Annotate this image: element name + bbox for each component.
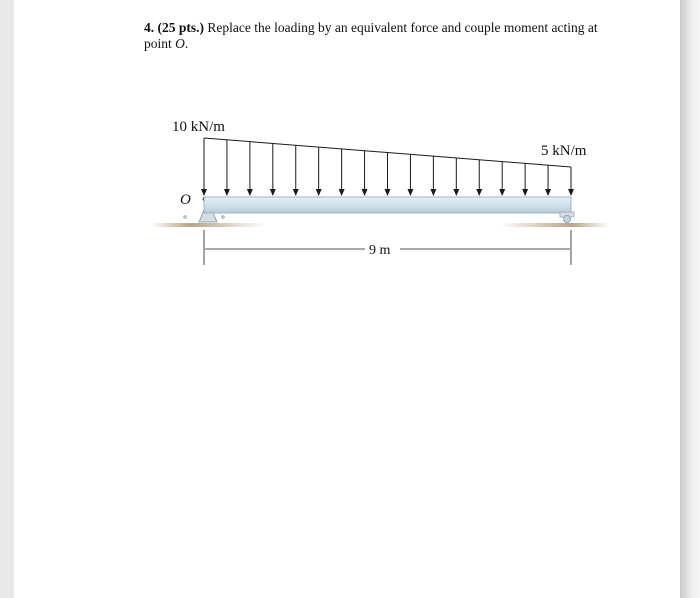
problem-text: Replace the loading by an equivalent force and couple moment acting at point — [144, 20, 598, 51]
ground-left — [150, 223, 265, 227]
roller-icon — [563, 215, 570, 222]
load-arrow-head — [407, 189, 413, 196]
load-arrow-head — [293, 189, 299, 196]
load-arrow-head — [545, 189, 551, 196]
problem-number: 4. — [144, 20, 155, 35]
load-arrow-head — [224, 189, 230, 196]
load-arrow-head — [385, 189, 391, 196]
load-arrow-head — [362, 189, 368, 196]
ground-right — [500, 223, 610, 227]
support-bolt-icon — [221, 215, 225, 219]
load-arrow-head — [247, 189, 253, 196]
load-arrow-head — [499, 189, 505, 196]
problem-point-name: O — [175, 36, 185, 51]
point-o-label: O — [180, 192, 191, 208]
load-arrow-head — [201, 189, 207, 196]
problem-points: (25 pts.) — [157, 20, 204, 35]
distributed-load-arrows — [201, 138, 574, 196]
load-right-label: 5 kN/m — [541, 143, 587, 159]
problem-end: . — [184, 36, 189, 51]
load-arrow-head — [476, 189, 482, 196]
load-arrow-head — [339, 189, 345, 196]
load-left-label: 10 kN/m — [172, 119, 225, 135]
load-arrow-head — [522, 189, 528, 196]
span-label: 9 m — [369, 243, 391, 258]
load-arrow-head — [453, 189, 459, 196]
load-arrow-head — [430, 189, 436, 196]
support-bolt-icon — [183, 215, 187, 219]
load-arrow-head — [316, 189, 322, 196]
beam — [204, 197, 571, 213]
load-arrow-head — [270, 189, 276, 196]
load-arrow-head — [568, 189, 574, 196]
